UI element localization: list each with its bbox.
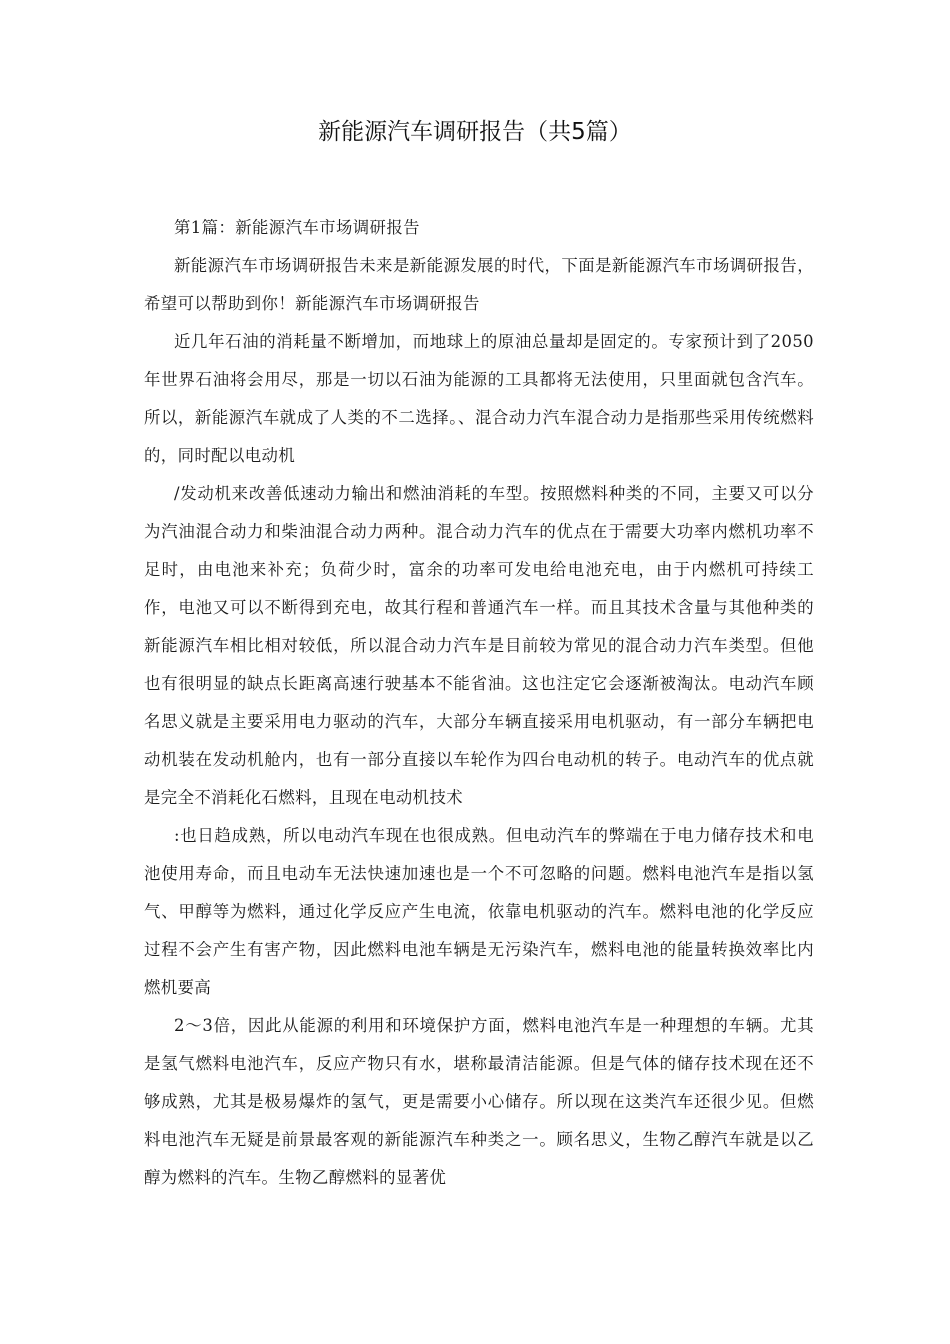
paragraph-fuel-cell: :也日趋成熟，所以电动汽车现在也很成熟。但电动汽车的弊端在于电力储存技术和电池使用寿命，而且电动车无法快速加速也是一个不可忽略的问题。燃料电池汽车是指以氢气、甲醇等为燃料，通过化学反应产生电流，依靠电机驱动的汽车。燃料电池的化学反应过程不会产生有害产物，因此燃料电池车辆是无污染汽车，燃料电池的能量转换效率比内燃机要高 xyxy=(144,826,814,997)
paragraph-intro: 新能源汽车市场调研报告未来是新能源发展的时代，下面是新能源汽车市场调研报告，希望可以帮助到你！新能源汽车市场调研报告 xyxy=(144,256,814,313)
document-body xyxy=(144,209,814,1197)
document-title: 新能源汽车调研报告（共5篇） xyxy=(318,119,632,145)
paragraph-oil-consumption: 近几年石油的消耗量不断增加，而地球上的原油总量却是固定的。专家预计到了2050年世界石油将会用尽，那是一切以石油为能源的工具都将无法使用，只里面就包含汽车。所以，新能源汽车就成了人类的不二选择。、混合动力汽车混合动力是指那些采用传统燃料的，同时配以电动机 xyxy=(144,332,814,465)
paragraph-ethanol: 2～3倍，因此从能源的利用和环境保护方面，燃料电池汽车是一种理想的车辆。尤其是氢气燃料电池汽车，反应产物只有水，堪称最清洁能源。但是气体的储存技术现在还不够成熟，尤其是极易爆炸的氢气，更是需要小心储存。所以现在这类汽车还很少见。但燃料电池汽车无疑是前景最客观的新能源汽车种类之一。顾名思义，生物乙醇汽车就是以乙醇为燃料的汽车。生物乙醇燃料的显著优 xyxy=(144,1016,814,1187)
paragraph-hybrid-electric: /发动机来改善低速动力输出和燃油消耗的车型。按照燃料种类的不同，主要又可以分为汽油混合动力和柴油混合动力两种。混合动力汽车的优点在于需要大功率内燃机功率不足时，由电池来补充；负荷少时，富余的功率可发电给电池充电，由于内燃机可持续工作，电池又可以不断得到充电，故其行程和普通汽车一样。而且其技术含量与其他种类的新能源汽车相比相对较低，所以混合动力汽车是目前较为常见的混合动力汽车类型。但他也有很明显的缺点长距离高速行驶基本不能省油。这也注定它会逐渐被淘汰。电动汽车顾名思义就是主要采用电力驱动的汽车，大部分车辆直接采用电机驱动，有一部分车辆把电动机装在发动机舱内，也有一部分直接以车轮作为四台电动机的转子。电动汽车的优点就是完全不消耗化石燃料，且现在电动机技术 xyxy=(144,484,814,807)
section-heading: 第1篇：新能源汽车市场调研报告 xyxy=(174,218,420,237)
